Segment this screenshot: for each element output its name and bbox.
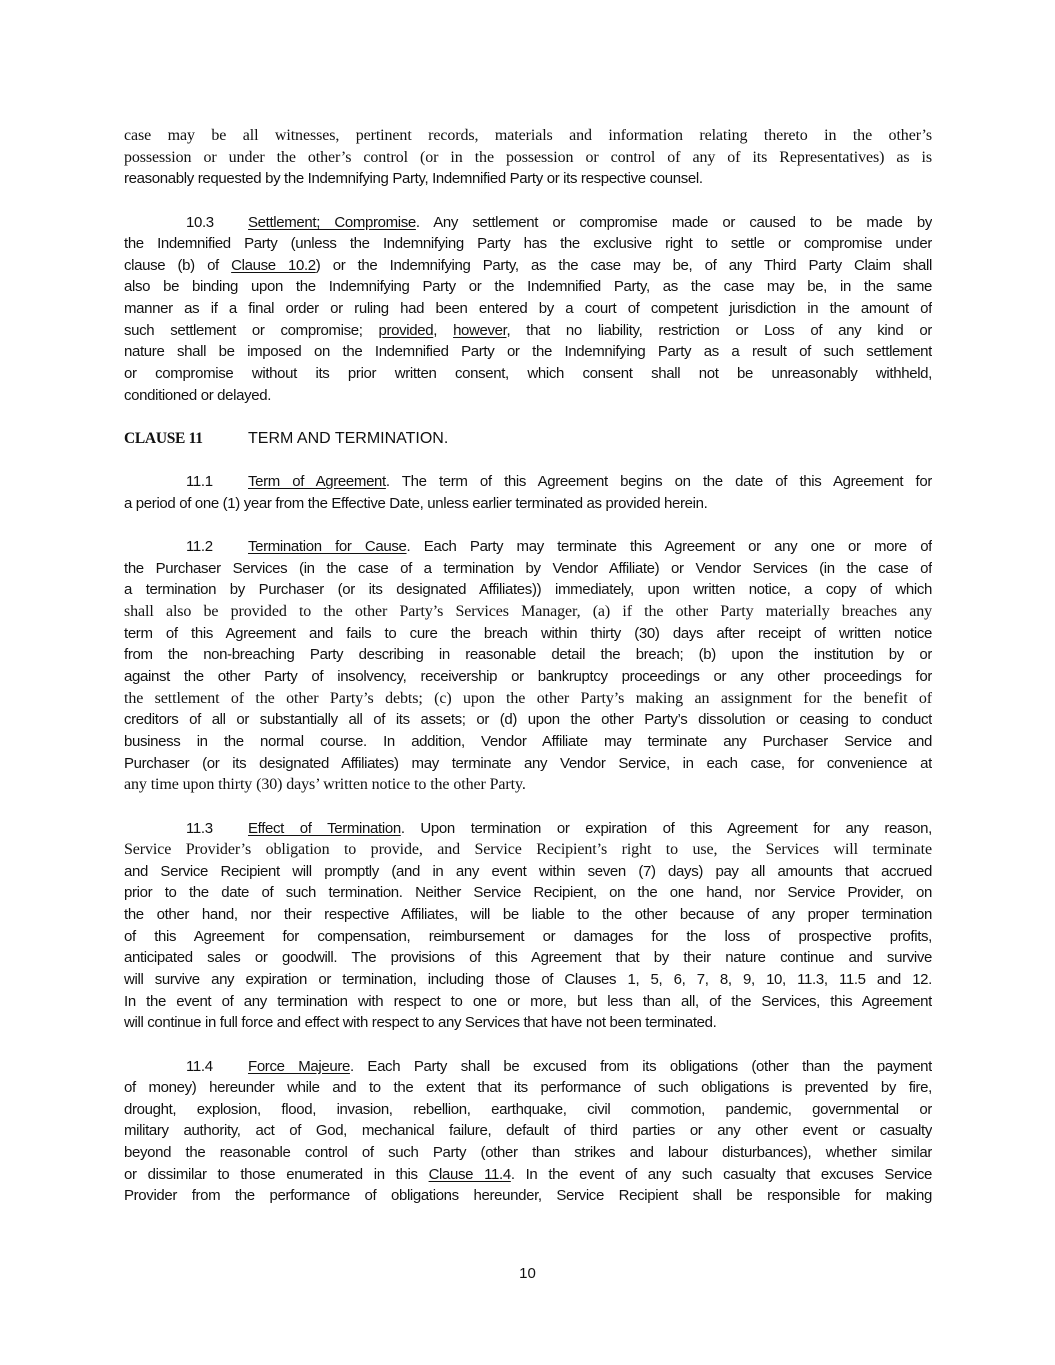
text-segment: Provider from the performance of obligations hereunder, Service Recipient shall be responsible for making [124, 1187, 932, 1205]
text-line [124, 1012, 932, 1034]
underlined-term: Clause 11.4 [428, 1165, 511, 1183]
text-segment: also be binding upon the Indemnifying Party or the Indemnified Party, as the case may be, in the same [124, 278, 932, 296]
text-segment: clause (b) of [124, 256, 232, 274]
text-line [124, 688, 932, 710]
text-segment: Service Provider’s obligation to provide, and Service Recipient’s right to use, the Services will terminate [124, 841, 932, 859]
text-segment: . The term of this Agreement begins on the date of this Agreement for [385, 473, 932, 491]
underlined-term: Force Majeure [248, 1057, 350, 1075]
text-line [124, 1142, 932, 1164]
text-line [124, 363, 932, 385]
text-line [124, 1120, 932, 1142]
text-line [124, 731, 932, 753]
text-segment: the Purchaser Services (in the case of a termination by Vendor Affiliate) or Vendor Services (in the case of [124, 559, 932, 577]
text-segment: term of this Agreement and fails to cure the breach within thirty (30) days after receipt of written notice [124, 624, 932, 642]
text-line [124, 969, 932, 991]
text-segment: the settlement of the other Party’s debts; (c) upon the other Party’s making an assignment for the benefit of [124, 689, 932, 707]
section-11-1 [124, 471, 932, 514]
text-line [124, 644, 932, 666]
text-line [124, 709, 932, 731]
section-number: 11.1 [186, 473, 213, 491]
text-line [124, 601, 932, 623]
text-line [124, 147, 932, 169]
text-line [124, 774, 932, 796]
text-segment: any time upon thirty (30) days’ written notice to the other Party. [124, 776, 526, 794]
text-segment: creditors of all or substantially all of its assets; or (d) upon the other Party’s dissolution or ceasing to conduct [124, 711, 932, 729]
section-11-2 [124, 536, 932, 796]
text-segment: In the event of any termination with respect to one or more, but less than all, of the Services, this Agreement [124, 992, 932, 1010]
text-segment: will continue in full force and effect with respect to any Services that have not been terminated. [124, 1014, 717, 1032]
text-line [124, 1099, 932, 1121]
text-segment: shall also be provided to the other Party’s Services Manager, (a) if the other Party materially breaches any [124, 603, 932, 621]
text-segment: of money) hereunder while and to the extent that its performance of such obligations is prevented by fire, [124, 1079, 932, 1097]
text-segment: anticipated sales or goodwill. The provisions of this Agreement that by their nature continue and survive [124, 949, 932, 967]
text-line [124, 947, 932, 969]
text-segment: the other hand, nor their respective Affiliates, will be liable to the other because of any proper termination [124, 906, 932, 924]
text-line [124, 861, 932, 883]
text-line [124, 212, 932, 234]
paragraph [124, 125, 932, 190]
text-line [124, 298, 932, 320]
text-segment: . Each Party may terminate this Agreement or any one or more of [406, 538, 932, 556]
document-page [124, 125, 932, 1229]
text-line [124, 276, 932, 298]
text-line [124, 125, 932, 147]
text-line [124, 623, 932, 645]
underlined-term: Effect of Termination [248, 819, 401, 837]
section-11-4 [124, 1056, 932, 1207]
clause-label: CLAUSE 11 [124, 429, 203, 447]
text-segment: the Indemnified Party (unless the Indemnifying Party has the exclusive right to settle or compromise under [124, 235, 932, 253]
text-segment: nature shall be imposed on the Indemnified Party or the Indemnifying Party as a result of such settlement [124, 343, 932, 361]
text-line [124, 666, 932, 688]
text-line [124, 818, 932, 840]
text-line [124, 471, 932, 493]
text-line [124, 1185, 932, 1207]
text-line [124, 1164, 932, 1186]
text-line [124, 558, 932, 580]
text-line [124, 536, 932, 558]
text-segment: or dissimilar to those enumerated in this [124, 1165, 429, 1183]
text-line [124, 341, 932, 363]
text-segment: military authority, act of God, mechanical failure, default of third parties or any other event or casualty [124, 1122, 932, 1140]
text-segment: such settlement or compromise; [124, 321, 379, 339]
text-segment: manner as if a final order or ruling had been entered by a court of competent jurisdiction in the amount of [124, 300, 932, 318]
text-line [124, 1056, 932, 1078]
text-segment: and Service Recipient will promptly (and in any event within seven (7) days) pay all amounts that accrued [124, 862, 932, 880]
text-line [124, 991, 932, 1013]
section-number: 11.2 [186, 538, 213, 556]
text-line [124, 926, 932, 948]
text-segment: , [433, 321, 454, 339]
clause-heading [124, 428, 932, 450]
text-segment: will survive any expiration or termination, including those of Clauses 1, 5, 6, 7, 8, 9, 10, 11.3, 11.5 and 12. [124, 970, 932, 988]
underlined-term: Clause 10.2 [231, 256, 316, 274]
clause-title: TERM AND TERMINATION. [248, 429, 449, 447]
text-line [124, 385, 932, 407]
text-line [124, 320, 932, 342]
text-segment: prior to the date of such termination. Neither Service Recipient, on the one hand, nor Service Provider, on [124, 884, 932, 902]
text-segment: from the non-breaching Party describing in reasonable detail the breach; (b) upon the institution by or [124, 646, 932, 664]
underlined-term: provided [378, 321, 434, 339]
text-line [124, 168, 932, 190]
text-segment: case may be all witnesses, pertinent records, materials and information relating thereto in the other’s [124, 127, 932, 144]
text-segment: conditioned or delayed. [124, 386, 272, 404]
text-segment: . Upon termination or expiration of this Agreement for any reason, [400, 819, 932, 837]
text-segment: of this Agreement for compensation, reimbursement or damages for the loss of prospective profits, [124, 927, 932, 945]
text-line [124, 1077, 932, 1099]
text-segment: Purchaser (or its designated Affiliates) may terminate any Vendor Service, in each case, for convenience at [124, 754, 932, 772]
text-segment: business in the normal course. In addition, Vendor Affiliate may terminate any Purchaser Service and [124, 732, 932, 750]
text-line [124, 579, 932, 601]
text-line [124, 882, 932, 904]
section-11-3 [124, 818, 932, 1034]
text-line [124, 839, 932, 861]
text-line [124, 233, 932, 255]
section-10-3 [124, 212, 932, 407]
text-segment: or compromise without its prior written consent, which consent shall not be unreasonably withheld, [124, 365, 932, 383]
text-line [124, 255, 932, 277]
underlined-term: Settlement; Compromise [248, 213, 416, 231]
text-segment: a termination by Purchaser (or its designated Affiliates)) immediately, upon written notice, a copy of which [124, 581, 932, 599]
text-segment: a period of one (1) year from the Effective Date, unless earlier terminated as provided herein. [124, 494, 708, 512]
text-segment: beyond the reasonable control of such Party (other than strikes and labour disturbances), whether similar [124, 1144, 932, 1162]
underlined-term: Termination for Cause [248, 538, 407, 556]
text-segment: . In the event of any such casualty that excuses Service [510, 1165, 932, 1183]
underlined-term: Term of Agreement [248, 473, 386, 491]
text-segment: . Any settlement or compromise made or caused to be made by [415, 213, 932, 231]
page-number: 10 [519, 1265, 536, 1282]
text-segment: , that no liability, restriction or Loss of any kind or [506, 321, 932, 339]
text-line [124, 904, 932, 926]
text-segment: reasonably requested by the Indemnifying Party, Indemnified Party or its respective counsel. [124, 170, 703, 188]
text-segment: drought, explosion, flood, invasion, rebellion, earthquake, civil commotion, pandemic, governmental or [124, 1100, 932, 1118]
text-segment: ) or the Indemnifying Party, as the case may be, of any Third Party Claim shall [315, 256, 932, 274]
text-segment: against the other Party of insolvency, receivership or bankruptcy proceedings or any other proceedings for [124, 668, 932, 686]
section-number: 11.3 [186, 819, 213, 837]
text-line [124, 753, 932, 775]
underlined-term: however [453, 321, 507, 339]
text-segment: possession or under the other’s control (or in the possession or control of any of its Representatives) as is [124, 148, 932, 166]
section-number: 10.3 [186, 213, 214, 231]
text-segment: . Each Party shall be excused from its obligations (other than the payment [349, 1057, 932, 1075]
section-number: 11.4 [186, 1057, 213, 1075]
text-line [124, 493, 932, 515]
